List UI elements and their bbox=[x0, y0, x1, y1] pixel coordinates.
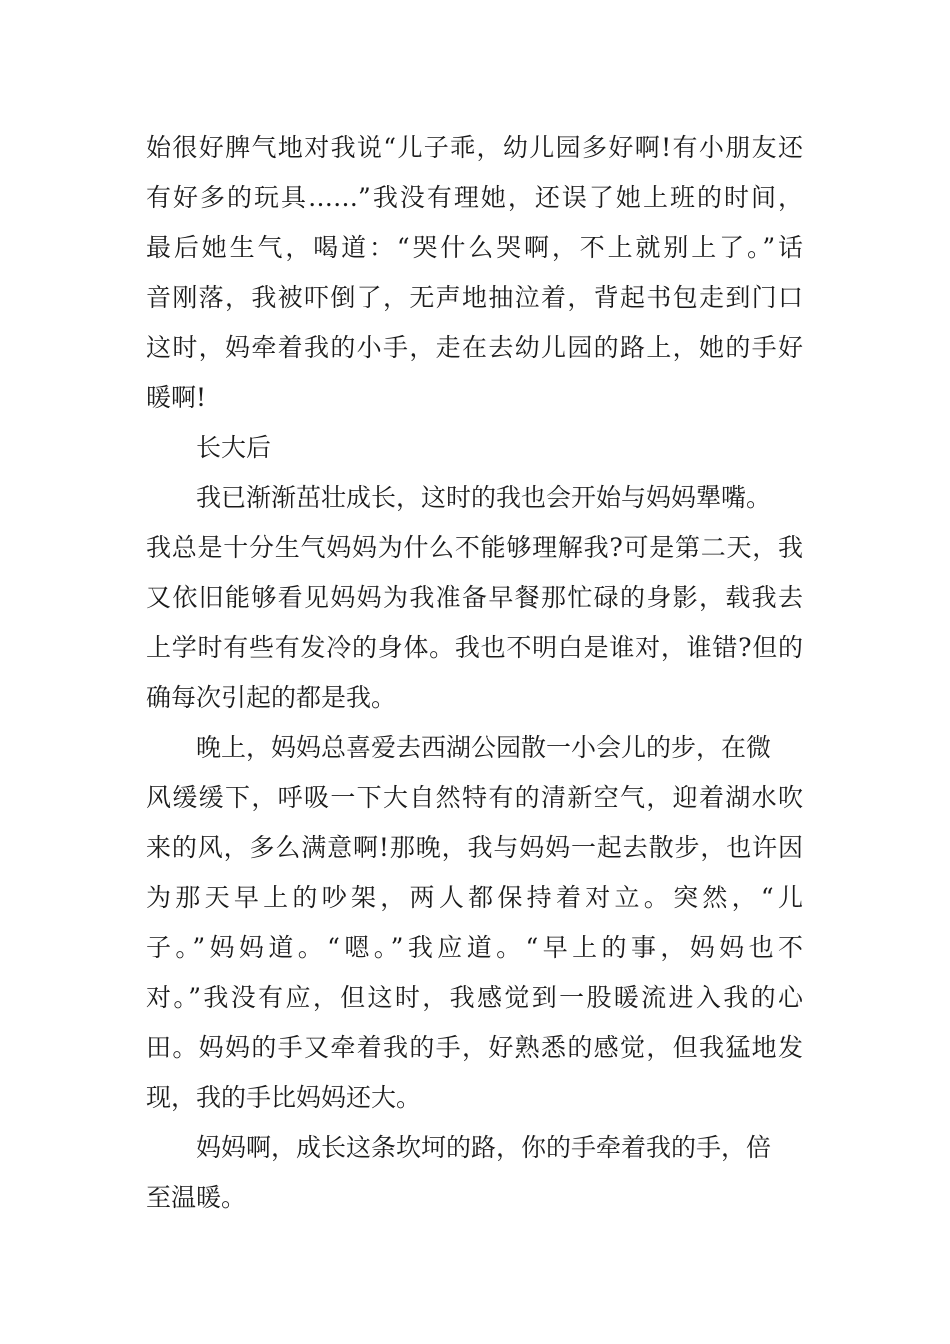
text-line: 至温暖。 bbox=[146, 1183, 247, 1212]
text-line: 现，我的手比妈妈还大。 bbox=[146, 1083, 422, 1112]
text-line: 确每次引起的都是我。 bbox=[146, 683, 397, 712]
text-line: 音刚落，我被吓倒了，无声地抽泣着，背起书包走到门口 bbox=[146, 283, 803, 312]
text-line: 对。”我没有应，但这时，我感觉到一股暖流进入我的心 bbox=[146, 983, 803, 1012]
text-line: 又依旧能够看见妈妈为我准备早餐那忙碌的身影，载我去 bbox=[146, 583, 803, 612]
text-line: 上学时有些有发冷的身体。我也不明白是谁对，谁错?但的 bbox=[146, 633, 803, 662]
text-line: 风缓缓下，呼吸一下大自然特有的清新空气，迎着湖水吹 bbox=[146, 783, 803, 812]
text-line: 始很好脾气地对我说“儿子乖，幼儿园多好啊!有小朋友还 bbox=[146, 133, 803, 162]
text-line: 这时，妈牵着我的小手，走在去幼儿园的路上，她的手好 bbox=[146, 333, 803, 362]
text-line: 田。妈妈的手又牵着我的手，好熟悉的感觉，但我猛地发 bbox=[146, 1033, 803, 1062]
paragraph-start-line: 妈妈啊，成长这条坎坷的路，你的手牵着我的手，倍 bbox=[196, 1133, 772, 1162]
text-line: 暖啊! bbox=[146, 383, 207, 412]
text-line: 为那天早上的吵架，两人都保持着对立。突然，“儿 bbox=[146, 883, 803, 912]
paragraph-start-line: 我已渐渐茁壮成长，这时的我也会开始与妈妈犟嘴。 bbox=[196, 483, 772, 512]
text-line: 最后她生气，喝道：“哭什么哭啊，不上就别上了。”话 bbox=[146, 233, 803, 262]
text-line: 我总是十分生气妈妈为什么不能够理解我?可是第二天，我 bbox=[146, 533, 803, 562]
text-line: 来的风，多么满意啊!那晚，我与妈妈一起去散步，也许因 bbox=[146, 833, 803, 862]
section-heading: 长大后 bbox=[196, 433, 272, 462]
text-line: 有好多的玩具……”我没有理她，还误了她上班的时间， bbox=[146, 183, 803, 212]
text-line: 子。”妈妈道。“嗯。”我应道。“早上的事，妈妈也不 bbox=[146, 933, 803, 962]
paragraph-start-line: 晚上，妈妈总喜爱去西湖公园散一小会儿的步，在微 bbox=[196, 733, 772, 762]
